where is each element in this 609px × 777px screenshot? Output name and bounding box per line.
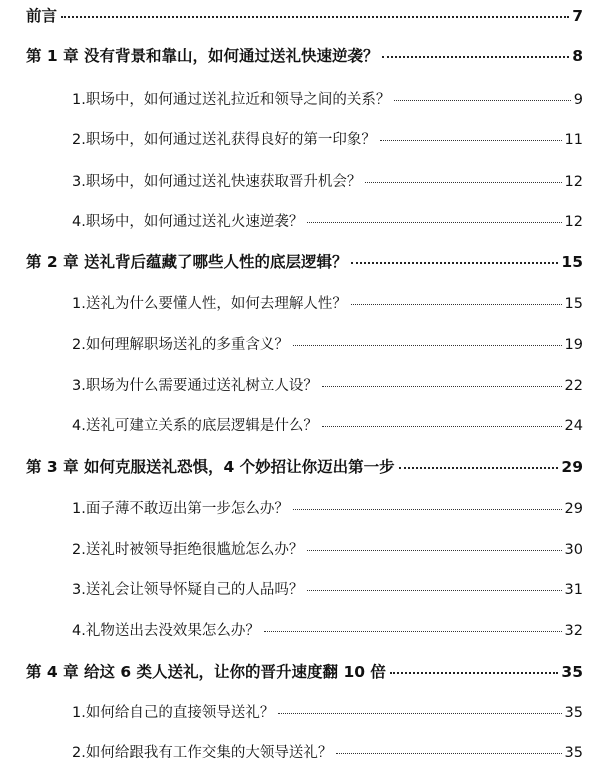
toc-entry-preface[interactable]	[26, 4, 583, 26]
toc-entry-title: 4.送礼可建立关系的底层逻辑是什么？	[72, 418, 318, 434]
toc-page-number: 35	[564, 705, 583, 721]
toc-leader-dots	[394, 90, 570, 105]
toc-page-number: 9	[573, 92, 583, 108]
toc-leader-dots	[293, 499, 562, 514]
toc-entry-section[interactable]	[72, 538, 583, 559]
toc-page-number: 30	[564, 542, 583, 558]
toc-entry-section[interactable]	[72, 333, 583, 354]
toc-entry-section[interactable]	[72, 88, 583, 109]
toc-page-number: 15	[564, 296, 583, 312]
toc-entry-title: 4.礼物送出去没效果怎么办？	[72, 623, 260, 639]
toc-entry-title: 第 1 章 没有背景和靠山，如何通过送礼快速逆袭？	[26, 47, 379, 65]
toc-entry-section[interactable]	[72, 741, 583, 762]
toc-page-number: 22	[564, 378, 583, 394]
toc-entry-title: 3.职场中，如何通过送礼快速获取晋升机会？	[72, 174, 362, 190]
toc-entry-chapter-2[interactable]	[26, 250, 583, 272]
toc-entry-section[interactable]	[72, 210, 583, 231]
toc-leader-dots	[336, 743, 561, 758]
toc-leader-dots	[382, 46, 569, 62]
toc-entry-title: 1.送礼为什么要懂人性，如何去理解人性？	[72, 296, 347, 312]
toc-page-number: 29	[564, 501, 583, 517]
toc-leader-dots	[399, 457, 559, 473]
toc-page-number: 7	[572, 7, 583, 25]
toc-page-number: 24	[564, 418, 583, 434]
toc-page-number: 11	[564, 132, 583, 148]
toc-entry-title: 3.送礼会让领导怀疑自己的人品吗？	[72, 582, 304, 598]
toc-page-number: 8	[572, 47, 583, 65]
toc-entry-title: 第 2 章 送礼背后蕴藏了哪些人性的底层逻辑？	[26, 253, 348, 271]
toc-entry-section[interactable]	[72, 128, 583, 149]
toc-entry-chapter-4[interactable]	[26, 660, 583, 682]
toc-leader-dots	[365, 172, 561, 187]
toc-page-number: 29	[561, 458, 583, 476]
toc-entry-title: 前言	[26, 7, 58, 25]
toc-entry-title: 1.如何给自己的直接领导送礼？	[72, 705, 275, 721]
toc-leader-dots	[293, 335, 562, 350]
toc-leader-dots	[278, 703, 561, 718]
toc-entry-section[interactable]	[72, 414, 583, 435]
toc-leader-dots	[351, 252, 558, 268]
toc-page-number: 35	[561, 663, 583, 681]
toc-entry-title: 2.如何理解职场送礼的多重含义？	[72, 337, 289, 353]
toc-page-number: 31	[564, 582, 583, 598]
toc-entry-title: 2.送礼时被领导拒绝很尴尬怎么办？	[72, 542, 304, 558]
toc-leader-dots	[322, 376, 562, 391]
toc-entry-title: 2.如何给跟我有工作交集的大领导送礼？	[72, 745, 333, 761]
toc-page-number: 19	[564, 337, 583, 353]
toc-entry-section[interactable]	[72, 701, 583, 722]
toc-entry-title: 1.面子薄不敢迈出第一步怎么办？	[72, 501, 289, 517]
toc-entry-chapter-3[interactable]	[26, 455, 583, 477]
toc-leader-dots	[264, 621, 562, 636]
toc-entry-title: 4.职场中，如何通过送礼火速逆袭？	[72, 214, 304, 230]
toc-entry-title: 第 3 章 如何克服送礼恐惧，4 个妙招让你迈出第一步	[26, 458, 395, 476]
toc-page-number: 12	[564, 174, 583, 190]
toc-entry-section[interactable]	[72, 619, 583, 640]
toc-entry-title: 2.职场中，如何通过送礼获得良好的第一印象？	[72, 132, 376, 148]
toc-page-number: 12	[564, 214, 583, 230]
toc-leader-dots	[307, 212, 561, 227]
toc-page-number: 32	[564, 623, 583, 639]
toc-entry-chapter-1[interactable]	[26, 44, 583, 66]
toc-entry-title: 第 4 章 给这 6 类人送礼，让你的晋升速度翻 10 倍	[26, 663, 386, 681]
toc-leader-dots	[351, 294, 562, 309]
toc-leader-dots	[61, 6, 569, 22]
toc-entry-section[interactable]	[72, 497, 583, 518]
toc-entry-section[interactable]	[72, 292, 583, 313]
toc-page-number: 15	[561, 253, 583, 271]
toc-leader-dots	[307, 580, 561, 595]
toc-leader-dots	[307, 540, 561, 555]
toc-entry-title: 1.职场中，如何通过送礼拉近和领导之间的关系？	[72, 92, 391, 108]
toc-entry-section[interactable]	[72, 170, 583, 191]
toc-leader-dots	[380, 130, 562, 145]
toc-leader-dots	[322, 416, 562, 431]
toc-page-number: 35	[564, 745, 583, 761]
toc-leader-dots	[390, 662, 559, 678]
toc-entry-section[interactable]	[72, 374, 583, 395]
toc-entry-title: 3.职场为什么需要通过送礼树立人设？	[72, 378, 318, 394]
toc-entry-section[interactable]	[72, 578, 583, 599]
